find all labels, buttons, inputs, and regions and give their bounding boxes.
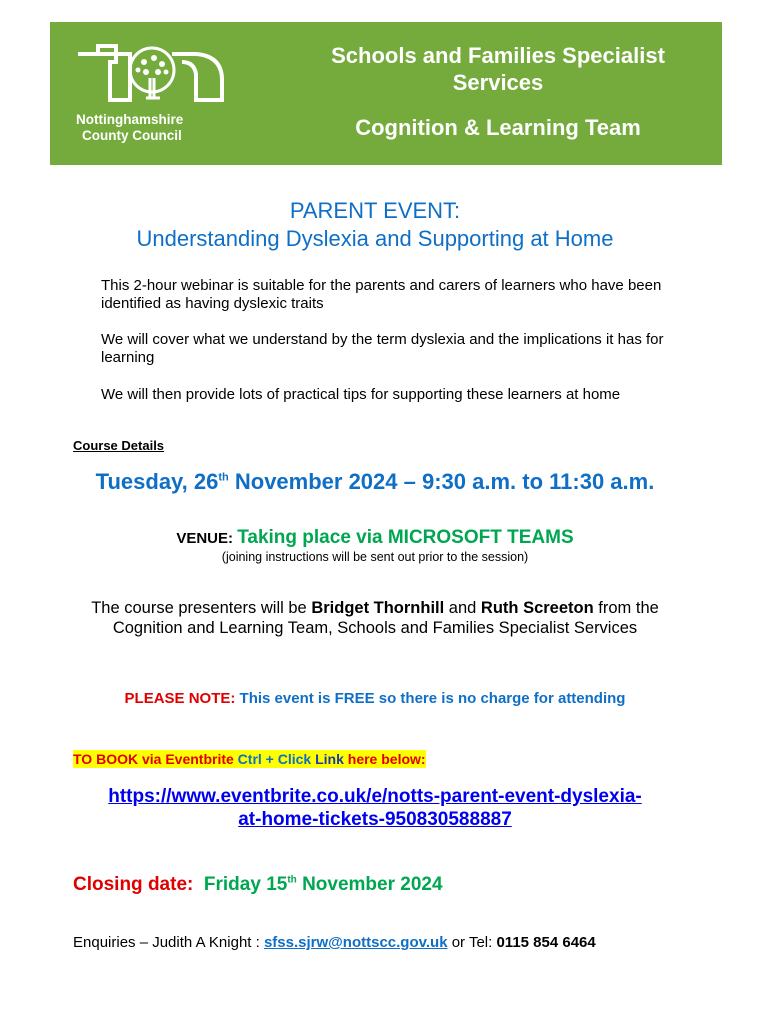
event-heading bbox=[0, 197, 750, 253]
date-suffix: November 2024 – 9:30 a.m. to 11:30 a.m. bbox=[228, 469, 655, 494]
presenters-info bbox=[64, 598, 686, 638]
intro-paragraph: This 2-hour webinar is suitable for the parents and carers of learners who have been identified as having dyslexic traits bbox=[101, 277, 662, 312]
eventbrite-booking-link[interactable] bbox=[60, 785, 690, 831]
closing-value-prefix: Friday 15 bbox=[203, 874, 288, 895]
logo-wordmark bbox=[76, 112, 226, 144]
enquiries-tel-label: or Tel: bbox=[447, 934, 497, 951]
event-heading-line-2: Understanding Dyslexia and Supporting at Home bbox=[136, 226, 614, 251]
enquiries-phone: 0115 854 6464 bbox=[496, 934, 596, 951]
logo-line-1: Nottinghamshire bbox=[76, 112, 184, 127]
enquiries-email-link[interactable]: sfss.sjrw@nottscc.gov.uk bbox=[263, 934, 448, 951]
banner-subtitle: Cognition & Learning Team bbox=[355, 115, 641, 140]
presenters-intro: The course presenters will be bbox=[91, 599, 312, 617]
booking-url-line-1[interactable]: https://www.eventbrite.co.uk/e/notts-parent-event-dyslexia- bbox=[108, 786, 642, 807]
please-note bbox=[0, 690, 750, 707]
logo-line-2: County Council bbox=[82, 128, 182, 143]
course-details-heading: Course Details bbox=[73, 438, 165, 453]
booking-url-line-2[interactable]: at-home-tickets-950830588887 bbox=[238, 809, 512, 830]
closing-ordinal: th bbox=[287, 874, 297, 886]
venue-value: Taking place via MICROSOFT TEAMS bbox=[237, 527, 574, 548]
intro-paragraph: We will then provide lots of practical tips for supporting these learners at home bbox=[101, 386, 621, 403]
venue bbox=[0, 527, 750, 549]
booking-part: Link bbox=[315, 751, 344, 767]
presenters-from: from the bbox=[593, 599, 659, 617]
enquiries bbox=[73, 934, 596, 951]
note-label: PLEASE NOTE: bbox=[124, 690, 236, 707]
booking-part: here below: bbox=[343, 751, 426, 767]
enquiries-prefix: Enquiries – Judith A Knight : bbox=[73, 934, 264, 951]
booking-part: Ctrl + Click bbox=[237, 751, 316, 767]
presenter-name: Ruth Screeton bbox=[480, 599, 594, 617]
booking-part: TO BOOK via Eventbrite bbox=[73, 751, 238, 767]
booking-instructions bbox=[73, 750, 426, 768]
presenters-team: Cognition and Learning Team, Schools and Families Specialist Services bbox=[112, 619, 638, 637]
note-text: This event is FREE so there is no charge for attending bbox=[235, 690, 626, 707]
closing-label: Closing date: bbox=[73, 874, 194, 895]
intro-paragraph: We will cover what we understand by the term dyslexia and the implications it has for learning bbox=[101, 331, 664, 366]
closing-value-suffix: November 2024 bbox=[296, 874, 443, 895]
council-logo bbox=[76, 40, 226, 158]
event-date bbox=[0, 469, 750, 495]
header-banner bbox=[50, 22, 722, 165]
closing-value bbox=[204, 874, 443, 895]
presenters-and: and bbox=[444, 599, 481, 617]
council-tree-logo-icon bbox=[76, 40, 226, 106]
closing-date bbox=[73, 874, 443, 896]
date-prefix: Tuesday, 26 bbox=[95, 469, 219, 494]
date-ordinal: th bbox=[218, 471, 229, 484]
event-heading-line-1: PARENT EVENT: bbox=[289, 198, 461, 223]
venue-note: (joining instructions will be sent out prior to the session) bbox=[221, 550, 529, 564]
banner-title: Schools and Families Specialist Services bbox=[331, 43, 665, 95]
venue-label: VENUE: bbox=[176, 530, 234, 547]
presenter-name: Bridget Thornhill bbox=[311, 599, 445, 617]
